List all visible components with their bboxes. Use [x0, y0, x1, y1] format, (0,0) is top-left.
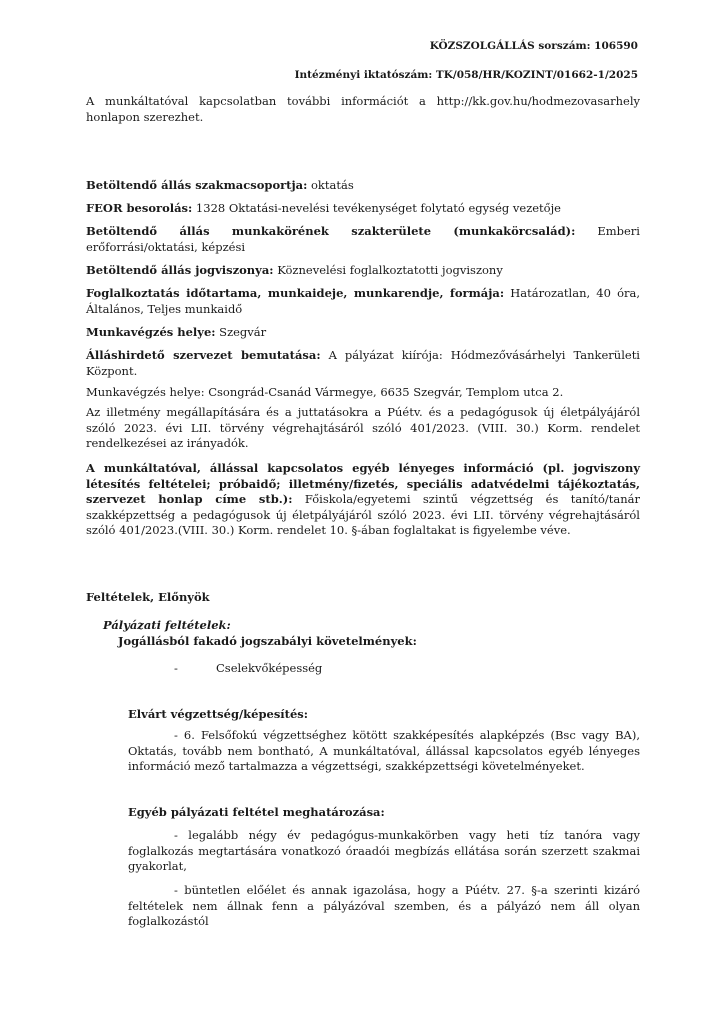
conditions-subtitle: Pályázati feltételek:: [103, 618, 231, 632]
field-value: Szegvár: [215, 325, 267, 339]
bullet-dash: -: [174, 661, 178, 675]
field-value: Köznevelési foglalkoztatotti jogviszony: [273, 263, 503, 277]
field-value: A pályázat kiírója: Hódmezővásárhelyi Tankerületi Központ.: [86, 348, 640, 378]
field-value: Emberi erőforrási/oktatási, képzési: [86, 224, 640, 254]
salary-paragraph: Az illetmény megállapítására és a juttatásokra a Púétv. és a pedagógusok új életpályájáról szóló 2023. évi LII. törvény végrehajtásáról szóló 401/2023. (VIII. 30.) Korm. rendelet rendelkezései az irányadók.: [86, 405, 640, 450]
field-label: Betöltendő állás munkakörének szakterülete (munkakörcsalád):: [86, 224, 576, 238]
conditions-title: Feltételek, Előnyök: [86, 590, 210, 604]
file-number: Intézményi iktatószám: TK/058/HR/KOZINT/01662-1/2025: [294, 69, 638, 81]
other-condition-item: - büntetlen előélet és annak igazolása, hogy a Púétv. 27. §-a szerinti kizáró feltételek nem állnak fenn a pályázóval szemben, és a pályázó nem áll olyan foglalkozástól: [128, 883, 640, 928]
field-label: Foglalkoztatás időtartama, munkaideje, munkarendje, formája:: [86, 286, 505, 300]
field-other-info: [86, 461, 640, 539]
field-profession-group: [86, 178, 640, 194]
registry-number: KÖZSZOLGÁLLÁS sorszám: 106590: [429, 40, 638, 52]
field-value: Főiskola/egyetemi szintű végzettség és tanító/tanár szakképzettség a pedagógusok új életpályájáról szóló 2023. évi LII. törvény végrehajtásáról szóló 401/2023.(VIII. 30.) Korm. rendelet 10. §-ában foglaltakat is figyelembe véve.: [86, 492, 640, 537]
field-value: 1328 Oktatási-nevelési tevékenységet folytató egység vezetője: [192, 201, 561, 215]
field-label: Munkavégzés helye:: [86, 325, 216, 339]
field-label: A munkáltatóval, állással kapcsolatos egyéb lényeges információ (pl. jogviszony létesítés feltételei; próbaidő; illetmény/fizetés, speciális adatvédelmi tájékoztatás, szervezet honlap címe stb.):: [86, 461, 640, 506]
field-workplace: [86, 325, 640, 341]
education-heading: Elvárt végzettség/képesítés:: [128, 707, 309, 721]
field-feor: [86, 201, 640, 217]
field-label: FEOR besorolás:: [86, 201, 193, 215]
field-label: Betöltendő állás jogviszonya:: [86, 263, 274, 277]
field-organization: [86, 348, 640, 379]
field-work-schedule: [86, 286, 640, 317]
field-label: Betöltendő állás szakmacsoportja:: [86, 178, 308, 192]
legal-requirements-heading: Jogállásból fakadó jogszabályi követelmények:: [118, 634, 417, 648]
other-conditions-heading: Egyéb pályázati feltétel meghatározása:: [128, 805, 385, 819]
field-label: Álláshirdető szervezet bemutatása:: [86, 348, 321, 362]
field-employment-type: [86, 263, 640, 279]
other-condition-item: - legalább négy év pedagógus-munkakörben vagy heti tíz tanóra vagy foglalkozás megtartására vonatkozó óraadói megbízás ellátása során szerzett szakmai gyakorlat,: [128, 828, 640, 873]
field-job-area: [86, 224, 640, 255]
workplace-address: Munkavégzés helye: Csongrád-Csanád Vármegye, 6635 Szegvár, Templom utca 2.: [86, 385, 564, 399]
field-value: oktatás: [307, 178, 354, 192]
legal-requirement-item: Cselekvőképesség: [216, 661, 323, 675]
intro-paragraph: A munkáltatóval kapcsolatban további információt a http://kk.gov.hu/hodmezovasarhely honlapon szerezhet.: [86, 94, 640, 124]
education-item: - 6. Felsőfokú végzettséghez kötött szakképesítés alapképzés (Bsc vagy BA), Oktatás, tovább nem bontható, A munkáltatóval, állással kapcsolatos egyéb lényeges információ mező tartalmazza a végzettségi, szakképzettségi követelményeket.: [128, 728, 640, 773]
field-value: Határozatlan, 40 óra, Általános, Teljes munkaidő: [86, 286, 640, 316]
